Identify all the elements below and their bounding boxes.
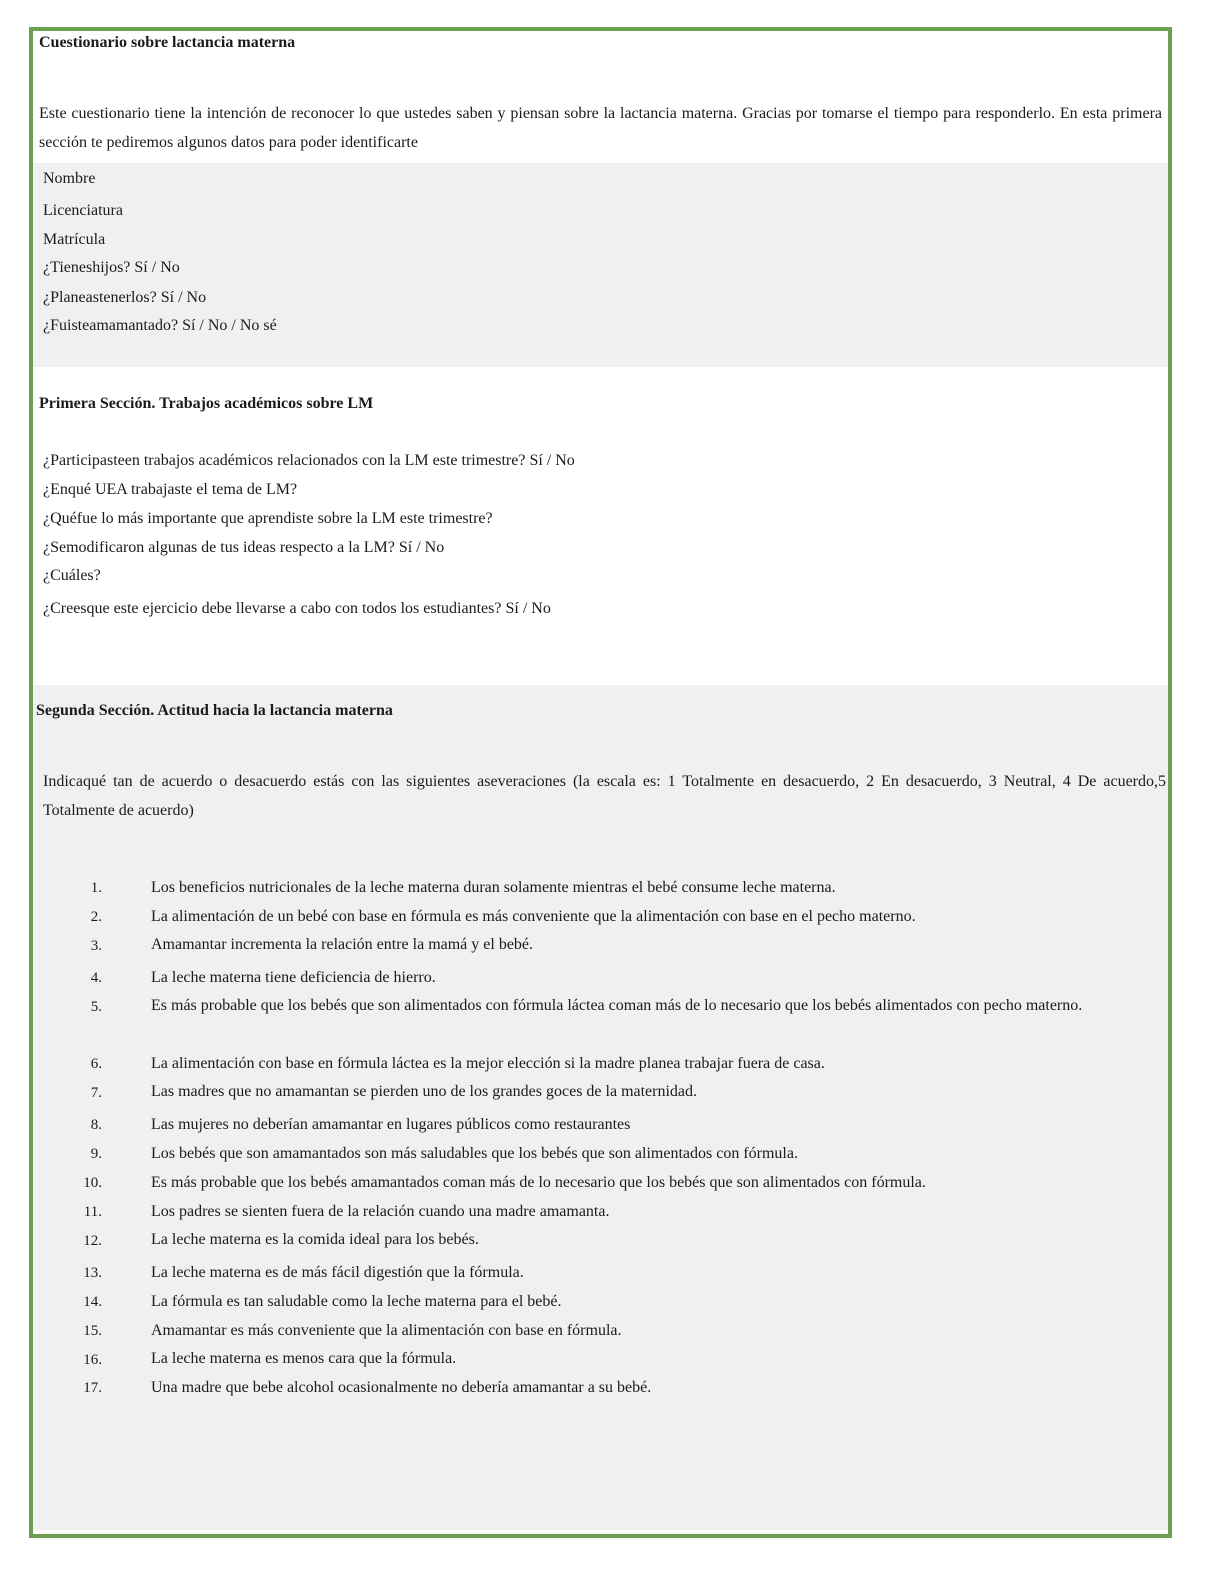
statement-number: 3. — [90, 938, 102, 954]
statement-number: 4. — [90, 970, 102, 986]
intro-paragraph: Este cuestionario tiene la intención de reconocer lo que ustedes saben y piensan sobre la lactancia materna. Gracias por tomarse el tiempo para responderlo. En esta primera sección te pediremos algunos datos para poder identificarte — [39, 105, 1162, 151]
field-tienes-hijos: ¿Tieneshijos? Sí / No — [43, 259, 180, 276]
section2-instructions: Indicaqué tan de acuerdo o desacuerdo estás con las siguientes aseveraciones (la escala es: 1 Totalmente en desacuerdo, 2 En desacuerdo, 3 Neutral, 4 De acuerdo,5 Totalmente de acuerdo) — [43, 773, 1166, 819]
field-nombre: Nombre — [43, 170, 96, 187]
section1-title: Primera Sección. Trabajos académicos sobre LM — [39, 395, 374, 412]
statement-text: La fórmula es tan saludable como la leche materna para el bebé. — [151, 1293, 562, 1310]
id-fields-panel — [33, 163, 1168, 367]
section1-question: ¿Semodificaron algunas de tus ideas respecto a la LM? Sí / No — [43, 539, 445, 556]
document-title: Cuestionario sobre lactancia materna — [39, 34, 296, 51]
statement-text: Es más probable que los bebés que son alimentados con fórmula láctea coman más de lo necesario que los bebés alimentados con pecho materno. — [151, 997, 1083, 1014]
statement-text: La leche materna tiene deficiencia de hierro. — [151, 969, 436, 986]
statement-text: Una madre que bebe alcohol ocasionalmente no debería amamantar a su bebé. — [151, 1379, 652, 1396]
section1-question: ¿Cuáles? — [43, 567, 101, 584]
statement-number: 16. — [83, 1352, 102, 1368]
statement-text: Amamantar es más conveniente que la alimentación con base en fórmula. — [151, 1322, 622, 1339]
statement-number: 7. — [90, 1085, 102, 1101]
field-planeas-tenerlos: ¿Planeastenerlos? Sí / No — [43, 289, 207, 306]
statement-number: 6. — [90, 1056, 102, 1072]
statement-text: Las madres que no amamantan se pierden uno de los grandes goces de la maternidad. — [151, 1083, 698, 1100]
statement-number: 12. — [83, 1233, 102, 1249]
section1-question: ¿Quéfue lo más importante que aprendiste sobre la LM este trimestre? — [43, 510, 493, 527]
field-matricula: Matrícula — [43, 231, 106, 248]
statement-text: Las mujeres no deberían amamantar en lugares públicos como restaurantes — [151, 1116, 631, 1133]
statement-number: 13. — [83, 1265, 102, 1281]
section2-title: Segunda Sección. Actitud hacia la lactancia materna — [36, 702, 393, 719]
statement-number: 2. — [90, 909, 102, 925]
statement-number: 17. — [83, 1380, 102, 1396]
statement-text: Los padres se sienten fuera de la relación cuando una madre amamanta. — [151, 1203, 610, 1220]
statement-number: 11. — [83, 1204, 102, 1220]
statement-text: La leche materna es de más fácil digestión que la fórmula. — [151, 1264, 524, 1281]
statement-text: La alimentación de un bebé con base en fórmula es más conveniente que la alimentación con base en el pecho materno. — [151, 908, 916, 925]
statement-number: 15. — [83, 1323, 102, 1339]
statement-number: 14. — [83, 1294, 102, 1310]
statement-text: La alimentación con base en fórmula láctea es la mejor elección si la madre planea trabajar fuera de casa. — [151, 1055, 825, 1072]
statement-text: Amamantar incrementa la relación entre la mamá y el bebé. — [151, 936, 534, 953]
statement-number: 5. — [90, 999, 102, 1015]
section1-question: ¿Participasteen trabajos académicos relacionados con la LM este trimestre? Sí / No — [43, 452, 575, 469]
field-fuiste-amamantado: ¿Fuisteamamantado? Sí / No / No sé — [43, 317, 277, 334]
statement-text: La leche materna es la comida ideal para los bebés. — [151, 1231, 479, 1248]
statement-number: 1. — [90, 880, 102, 896]
statement-text: Los beneficios nutricionales de la leche materna duran solamente mientras el bebé consume leche materna. — [151, 879, 836, 896]
section1-question: ¿Creesque este ejercicio debe llevarse a cabo con todos los estudiantes? Sí / No — [43, 600, 551, 617]
section1-question: ¿Enqué UEA trabajaste el tema de LM? — [43, 481, 298, 498]
statement-number: 9. — [90, 1146, 102, 1162]
statement-number: 8. — [90, 1117, 102, 1133]
field-licenciatura: Licenciatura — [43, 202, 123, 219]
statement-number: 10. — [83, 1175, 102, 1191]
statement-text: La leche materna es menos cara que la fórmula. — [151, 1350, 457, 1367]
statement-text: Es más probable que los bebés amamantados coman más de lo necesario que los bebés que son alimentados con fórmula. — [151, 1174, 926, 1191]
statement-text: Los bebés que son amamantados son más saludables que los bebés que son alimentados con fórmula. — [151, 1145, 798, 1162]
